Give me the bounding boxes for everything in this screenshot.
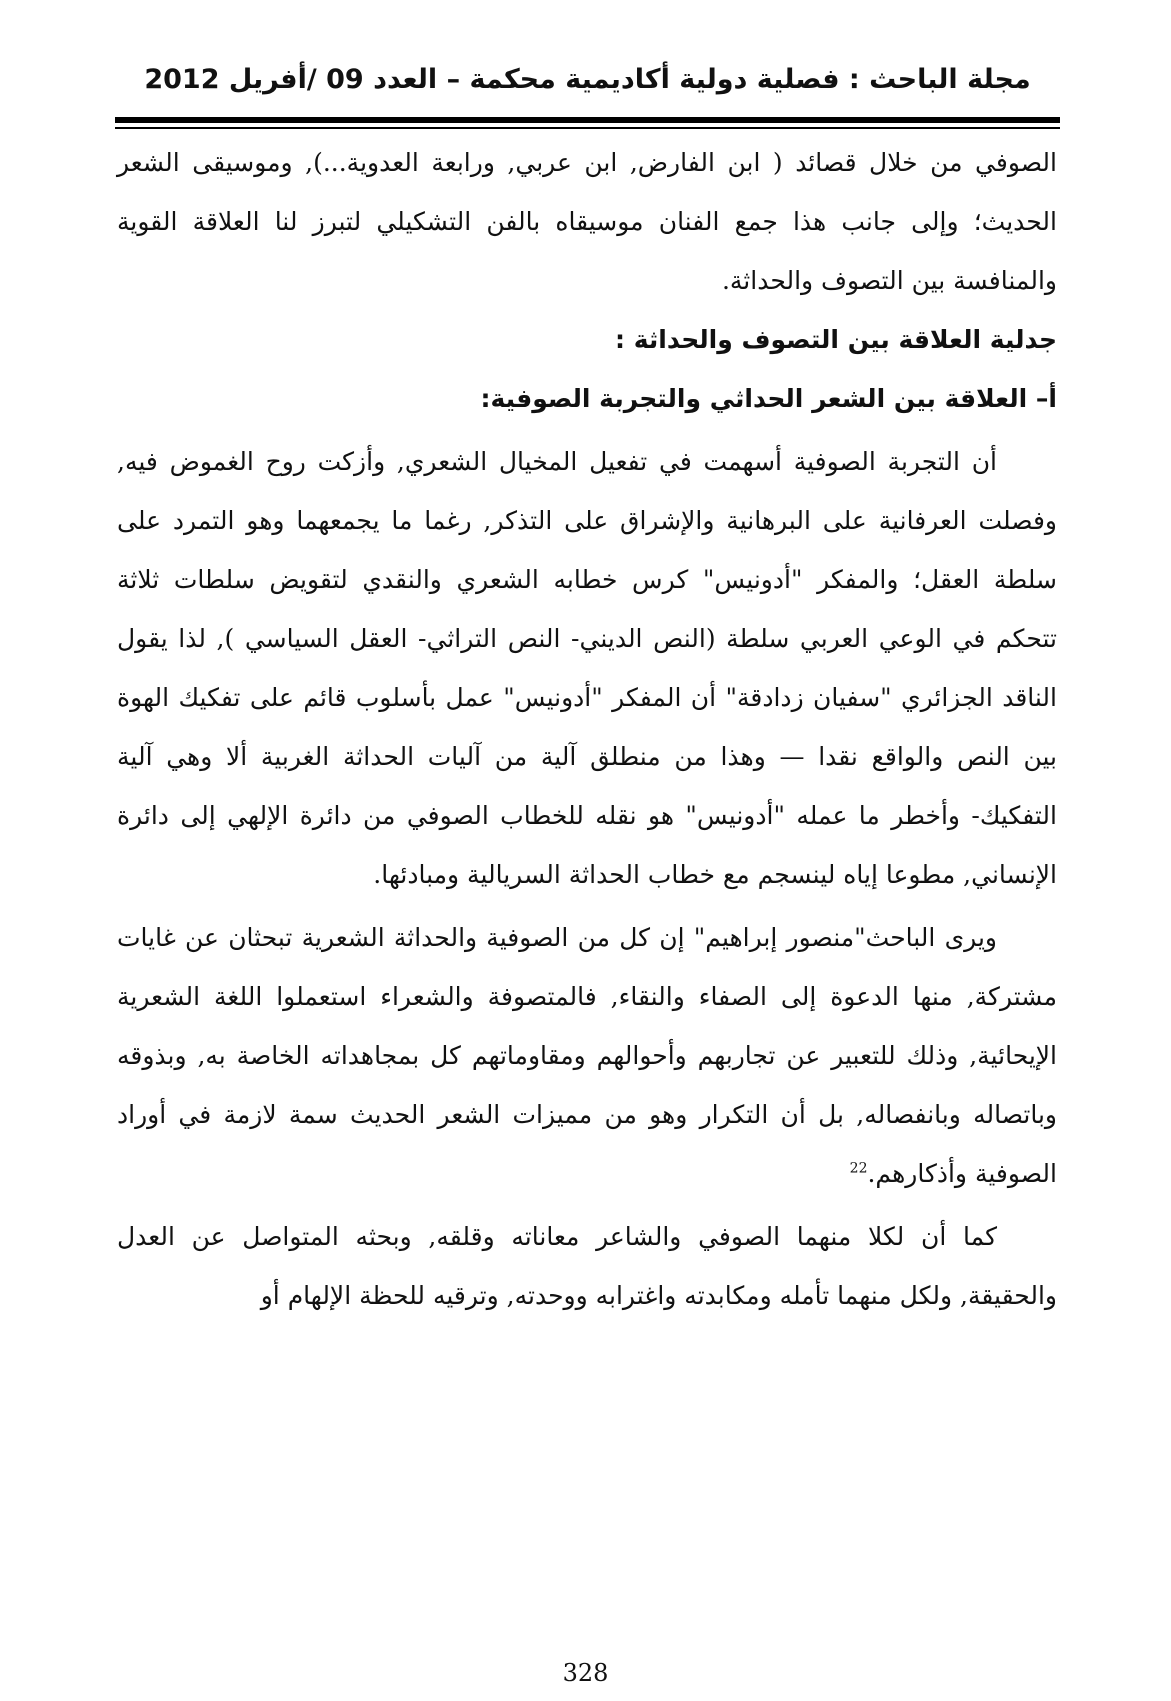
paragraph-1: الصوفي من خلال قصائد ( ابن الفارض, ابن عربي, ورابعة العدوية...), وموسيقى الشعر الحديث؛ وإلى جانب هذا جمع الفنان موسيقاه بالفن التشكيلي لتبرز لنا العلاقة القوية والمنافسة بين التصوف والحداثة.: [117, 148, 1057, 295]
article-body: [117, 133, 1057, 1325]
subsection-heading: أ– العلاقة بين الشعر الحداثي والتجربة الصوفية:: [480, 384, 1057, 413]
paragraph-2: أن التجربة الصوفية أسهمت في تفعيل المخيال الشعري, وأزكت روح الغموض فيه, وفصلت العرفانية على البرهانية والإشراق على التذكر, رغما ما يجمعهما وهو التمرد على سلطة العقل؛ والمفكر "أدونيس" كرس خطابه الشعري والنقدي لتقويض سلطات ثلاثة تتحكم في الوعي العربي سلطة (النص الديني- النص التراثي- العقل السياسي ), لذا يقول الناقد الجزائري "سفيان زدادقة" أن المفكر "أدونيس" عمل بأسلوب قائم على تفكيك الهوة بين النص والواقع نقدا — وهذا من منطلق آلية من آليات الحداثة الغربية ألا وهي آلية التفكيك- وأخطر ما عمله "أدونيس" هو نقله للخطاب الصوفي من دائرة الإلهي إلى دائرة الإنساني, مطوعا إياه لينسجم مع خطاب الحداثة السريالية ومبادئها.: [117, 447, 1057, 889]
section-heading: جدلية العلاقة بين التصوف والحداثة :: [615, 325, 1057, 354]
paragraph-4: كما أن لكلا منهما الصوفي والشاعر معاناته وقلقه, وبحثه المتواصل عن العدل والحقيقة, ولكل منهما تأمله ومكابدته واغترابه ووحدته, وترقيه للحظة الإلهام أو: [117, 1222, 1057, 1310]
page-number: 328: [562, 1659, 609, 1687]
header-rule-thin: [115, 127, 1060, 129]
header-rule-thick: [115, 117, 1060, 123]
paragraph-3-text: ويرى الباحث"منصور إبراهيم" إن كل من الصوفية والحداثة الشعرية تبحثان عن غايات مشتركة, منها الدعوة إلى الصفاء والنقاء, فالمتصوفة والشعراء استعملوا اللغة الشعرية الإيحائية, وذلك للتعبير عن تجاربهم وأحوالهم ومقاوماتهم كل بمجاهداته الخاصة به, وبذوقه وباتصاله وبانفصاله, بل أن التكرار وهو من مميزات الشعر الحديث سمة لازمة في أوراد الصوفية وأذكارهم.: [117, 923, 1057, 1188]
paragraph-3: [117, 908, 1057, 1203]
journal-header: مجلة الباحث : فصلية دولية أكاديمية محكمة – العدد 09 /أفريل 2012: [144, 64, 1031, 95]
footnote-ref: 22: [849, 1160, 868, 1177]
